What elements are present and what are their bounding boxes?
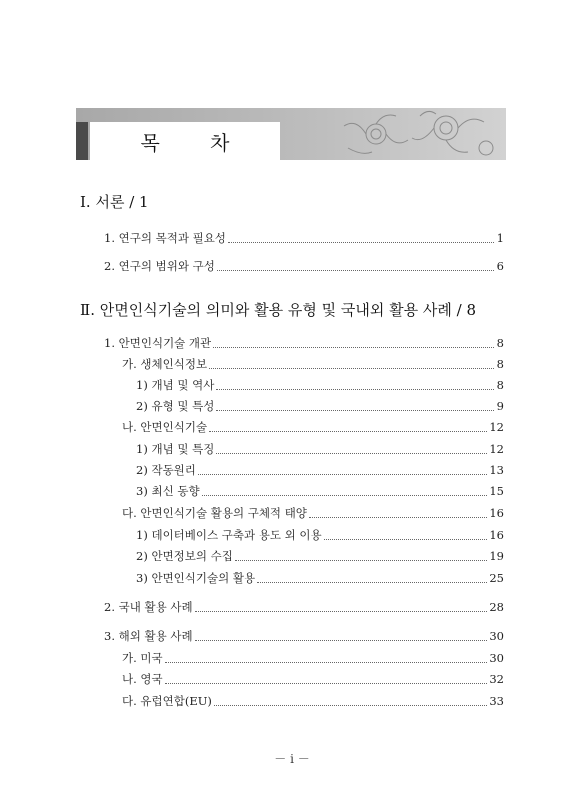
toc-entry-label: 다. 안면인식기술 활용의 구체적 태양: [122, 506, 307, 520]
toc-entry[interactable]: [136, 462, 504, 478]
toc-entry-label: 1. 안면인식기술 개관: [104, 336, 212, 350]
toc-entry[interactable]: [136, 377, 504, 393]
toc-entry-page: 28: [489, 600, 504, 614]
toc-entry-page: 6: [496, 259, 504, 273]
toc-entry-label: 나. 영국: [122, 672, 163, 686]
toc-entry-page: 9: [496, 399, 504, 413]
leader-dots: [257, 572, 487, 583]
toc-entry[interactable]: [122, 650, 504, 666]
toc-entry[interactable]: [104, 335, 504, 351]
toc-entry[interactable]: [136, 570, 504, 586]
toc-entry-page: 12: [489, 420, 504, 434]
toc-entry-page: 1: [496, 231, 504, 245]
toc-entry-label: 나. 안면인식기술: [122, 420, 208, 434]
toc-entry-label: 가. 미국: [122, 651, 163, 665]
toc-entry-label: 가. 생체인식정보: [122, 357, 208, 371]
toc-entry-page: 8: [496, 336, 504, 350]
toc-entry-label: 3) 안면인식기술의 활용: [136, 571, 256, 585]
toc-entry[interactable]: [136, 548, 504, 564]
toc-entry-label: 1) 데이터베이스 구축과 용도 외 이용: [136, 528, 322, 542]
leader-dots: [309, 507, 487, 518]
toc-entry-label: 2) 작동원리: [136, 463, 196, 477]
toc-entry-page: 30: [489, 629, 504, 643]
leader-dots: [217, 260, 494, 271]
toc-entry[interactable]: [136, 527, 504, 543]
toc-entry-label: 2. 연구의 범위와 구성: [104, 259, 215, 273]
leader-dots: [195, 601, 488, 612]
toc-entry[interactable]: [122, 419, 504, 435]
leader-dots: [195, 630, 488, 641]
leader-dots: [165, 652, 488, 663]
leader-dots: [324, 529, 488, 540]
toc-entry[interactable]: [104, 258, 504, 274]
toc-entry-page: 15: [489, 484, 504, 498]
toc-entry-label: 3) 최신 동향: [136, 484, 200, 498]
toc-entry-label: 1) 개념 및 특징: [136, 442, 215, 456]
toc-entry-page: 19: [489, 549, 504, 563]
toc-entry-label: 2) 유형 및 특성: [136, 399, 215, 413]
leader-dots: [228, 232, 494, 243]
toc-entry-page: 16: [489, 528, 504, 542]
toc-entry-page: 8: [496, 378, 504, 392]
toc-entry-page: 30: [489, 651, 504, 665]
toc-entry[interactable]: [136, 398, 504, 414]
toc-entry[interactable]: [122, 356, 504, 372]
leader-dots: [198, 464, 487, 475]
page-number-footer: － i －: [274, 752, 310, 766]
leader-dots: [216, 379, 494, 390]
toc-entry-label: 다. 유럽연합(EU): [122, 694, 212, 708]
leader-dots: [202, 485, 488, 496]
toc-entry[interactable]: [104, 230, 504, 246]
toc-entry-page: 25: [489, 571, 504, 585]
section-heading-1: Ⅰ. 서론 / 1: [80, 193, 149, 211]
toc-entry-page: 13: [489, 463, 504, 477]
leader-dots: [216, 443, 487, 454]
toc-entry-page: 16: [489, 506, 504, 520]
toc-entry[interactable]: [122, 505, 504, 521]
toc-entry-page: 8: [496, 357, 504, 371]
toc-banner: [76, 108, 506, 160]
toc-entry[interactable]: [104, 628, 504, 644]
toc-entry[interactable]: [136, 441, 504, 457]
toc-entry-page: 33: [489, 694, 504, 708]
page-title: 목 차: [140, 130, 252, 155]
leader-dots: [216, 400, 494, 411]
leader-dots: [209, 421, 487, 432]
toc-entry[interactable]: [104, 599, 504, 615]
leader-dots: [209, 358, 494, 369]
section-heading-2: Ⅱ. 안면인식기술의 의미와 활용 유형 및 국내외 활용 사례 / 8: [80, 301, 477, 319]
leader-dots: [213, 337, 494, 348]
leader-dots: [214, 695, 487, 706]
toc-entry[interactable]: [136, 483, 504, 499]
toc-entry-label: 2) 안면정보의 수집: [136, 549, 233, 563]
toc-entry-label: 1. 연구의 목적과 필요성: [104, 231, 226, 245]
leader-dots: [165, 673, 488, 684]
toc-entry-label: 3. 해외 활용 사례: [104, 629, 193, 643]
toc-entry-label: 1) 개념 및 역사: [136, 378, 215, 392]
banner-accent-bar: [76, 122, 88, 160]
floral-ornament-icon: [336, 108, 506, 160]
toc-entry[interactable]: [122, 693, 504, 709]
leader-dots: [235, 550, 487, 561]
toc-entry-page: 12: [489, 442, 504, 456]
banner-title-box: [90, 122, 280, 160]
toc-entry-page: 32: [489, 672, 504, 686]
toc-entry[interactable]: [122, 671, 504, 687]
toc-entry-label: 2. 국내 활용 사례: [104, 600, 193, 614]
